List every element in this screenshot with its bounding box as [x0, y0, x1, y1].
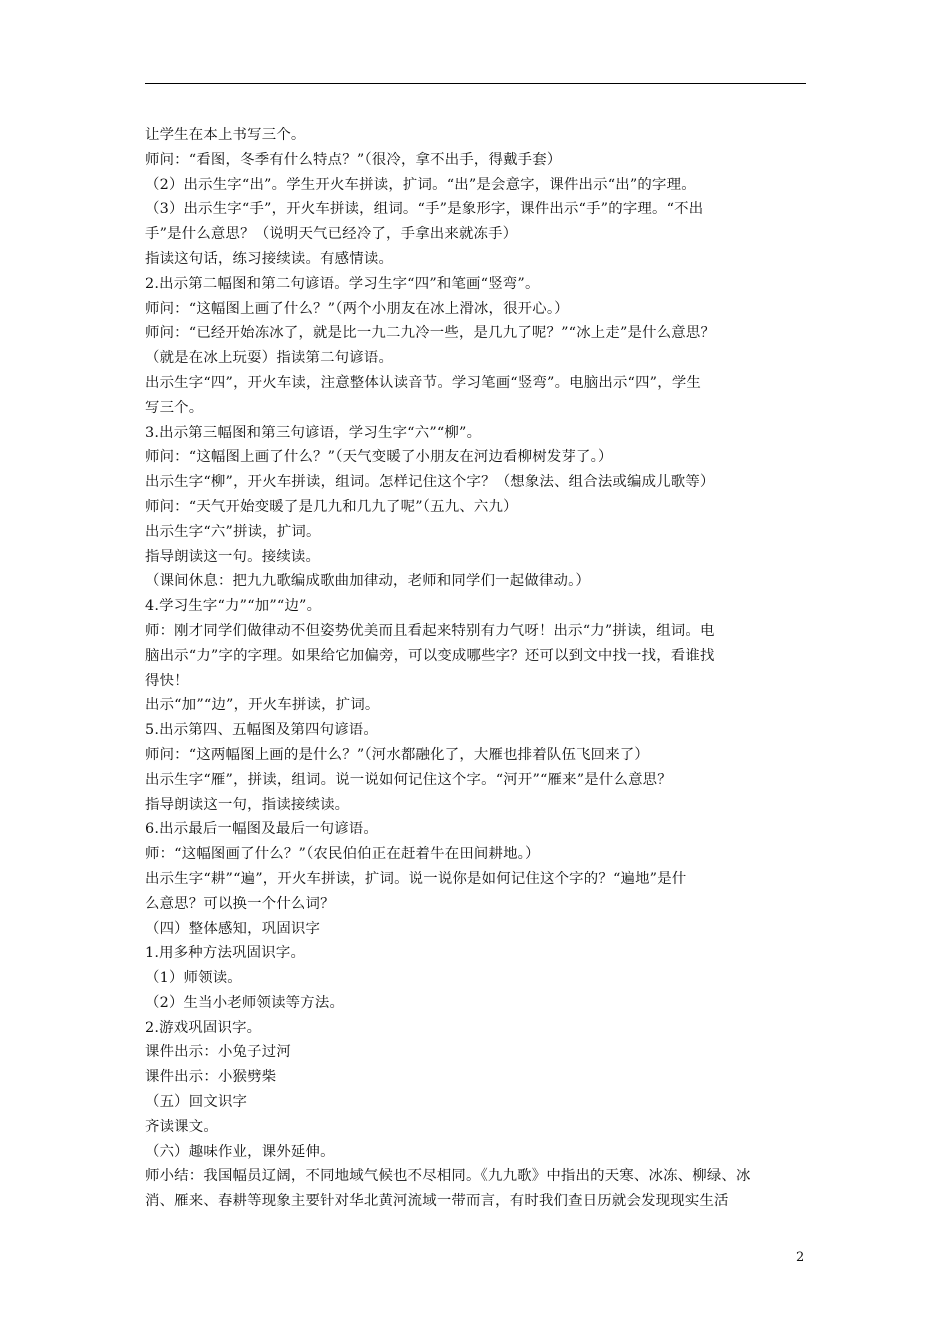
text-line: 课件出示：小兔子过河: [145, 1044, 291, 1061]
text-line: 5.出示第四、五幅图及第四句谚语。: [145, 722, 378, 739]
text-line: 师问：“看图，冬季有什么特点？”（很冷，拿不出手，得戴手套）: [145, 151, 562, 168]
text-line: 出示“加”“边”，开火车拼读，扩词。: [145, 697, 380, 714]
text-line: 2.出示第二幅图和第二句谚语。学习生字“四”和笔画“竖弯”。: [145, 275, 540, 292]
text-line: （六）趣味作业，课外延伸。: [145, 1143, 335, 1160]
text-line: 师问：“这幅图上画了什么？”（两个小朋友在冰上滑冰，很开心。）: [145, 300, 569, 317]
text-line: （2）出示生字“出”。学生开火车拼读，扩词。“出”是会意字，课件出示“出”的字理。: [145, 176, 696, 193]
text-line: 师：“这幅图画了什么？”（农民伯伯正在赶着牛在田间耕地。）: [145, 846, 540, 863]
text-line: （就是在冰上玩耍）指读第二句谚语。: [145, 350, 394, 367]
text-line: （四）整体感知，巩固识字: [145, 920, 321, 937]
document-body: [145, 123, 810, 1214]
text-line: 手”是什么意思？（说明天气已经冷了，手拿出来就冻手）: [145, 226, 518, 243]
text-line: 指导朗读这一句，指读接续读。: [145, 796, 350, 813]
text-line: 消、雁来、春耕等现象主要针对华北黄河流域一带而言，有时我们查日历就会发现现实生活: [145, 1193, 729, 1210]
text-line: 师问：“这幅图上画了什么？”（天气变暖了小朋友在河边看柳树发芽了。）: [145, 449, 613, 466]
text-line: （2）生当小老师领读等方法。: [145, 994, 345, 1011]
text-line: 1.用多种方法巩固识字。: [145, 945, 306, 962]
text-line: 出示生字“雁”，拼读，组词。说一说如何记住这个字。“河开”“雁来”是什么意思？: [145, 771, 672, 788]
text-line: 4.学习生字“力”“加”“边”。: [145, 598, 322, 615]
text-line: 齐读课文。: [145, 1118, 218, 1135]
text-line: 脑出示“力”字的字理。如果给它加偏旁，可以变成哪些字？还可以到文中找一找，看谁找: [145, 647, 715, 664]
text-line: （1）师领读。: [145, 970, 242, 987]
text-line: 写三个。: [145, 399, 204, 416]
text-line: 么意思？可以换一个什么词？: [145, 895, 335, 912]
text-line: 师小结：我国幅员辽阔，不同地域气候也不尽相同。《九九歌》中指出的天寒、冰冻、柳绿、冰: [145, 1168, 751, 1185]
text-line: （3）出示生字“手”，开火车拼读，组词。“手”是象形字，课件出示“手”的字理。“不出: [145, 201, 704, 218]
text-line: 师问：“已经开始冻冰了，就是比一九二九冷一些，是几九了呢？”“冰上走”是什么意思？: [145, 325, 716, 342]
text-line: 师问：“天气开始变暖了是几九和几九了呢”（五九、六九）: [145, 498, 518, 515]
text-line: 指导朗读这一句。接续读。: [145, 548, 321, 565]
text-line: 2.游戏巩固识字。: [145, 1019, 262, 1036]
text-line: 6.出示最后一幅图及最后一句谚语。: [145, 821, 378, 838]
text-line: 3.出示第三幅图和第三句谚语，学习生字“六”“柳”。: [145, 424, 482, 441]
text-line: 师问：“这两幅图上画的是什么？”（河水都融化了，大雁也排着队伍飞回来了）: [145, 746, 649, 763]
text-line: 指读这句话，练习接续读。有感情读。: [145, 250, 394, 267]
text-line: 出示生字“柳”，开火车拼读，组词。怎样记住这个字？（想象法、组合法或编成儿歌等）: [145, 474, 715, 491]
text-line: 得快！: [145, 672, 189, 689]
header-rule: [145, 83, 806, 84]
text-line: 出示生字“耕”“遍”，开火车拼读，扩词。说一说你是如何记住这个字的？“遍地”是什: [145, 870, 687, 887]
text-line: 课件出示：小猴劈柴: [145, 1069, 277, 1086]
page-number: 2: [796, 1250, 805, 1265]
text-line: 师：刚才同学们做律动不但姿势优美而且看起来特别有力气呀！出示“力”拼读，组词。电: [145, 622, 715, 639]
text-line: 让学生在本上书写三个。: [145, 127, 306, 143]
text-line: （课间休息：把九九歌编成歌曲加律动，老师和同学们一起做律动。）: [145, 573, 591, 590]
text-line: 出示生字“六”拼读，扩词。: [145, 523, 321, 540]
text-line: （五）回文识字: [145, 1094, 248, 1111]
text-line: 出示生字“四”，开火车读，注意整体认读音节。学习笔画“竖弯”。电脑出示“四”，学生: [145, 374, 702, 391]
